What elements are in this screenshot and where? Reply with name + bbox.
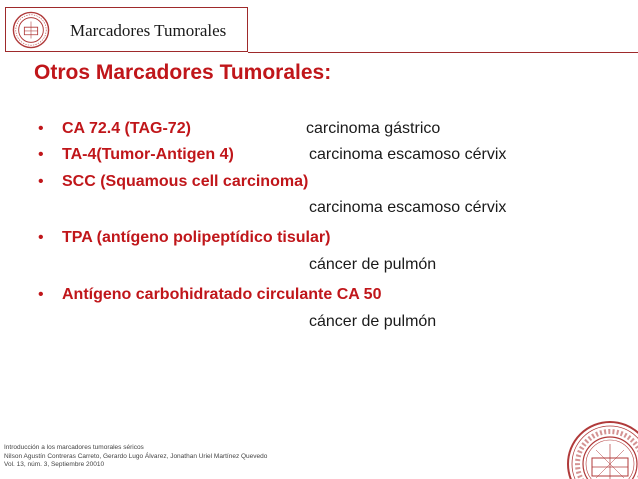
citation-title: Introducción a los marcadores tumorales séricos (4, 444, 144, 451)
marker-name: TPA (antígeno polipeptídico tisular) (62, 229, 331, 246)
marker-name: CA 72.4 (TAG-72) (62, 120, 191, 137)
marker-description: cáncer de pulmón (309, 256, 437, 273)
header-title: Marcadores Tumorales (70, 21, 227, 40)
marker-name: TA-4(Tumor-Antigen 4) (62, 146, 234, 163)
marker-description: carcinoma escamoso cérvix (309, 146, 507, 163)
marker-description: carcinoma escamoso cérvix (309, 199, 507, 216)
citation-issue: Vol. 13, núm. 3, Septiembre 20010 (4, 461, 105, 468)
citation (4, 444, 304, 470)
journal-seal-logo (566, 418, 638, 479)
marker-description: carcinoma gástrico (306, 120, 441, 137)
bullet-icon: • (38, 146, 44, 163)
slide-title: Otros Marcadores Tumorales: (34, 61, 332, 84)
bullet-icon: • (38, 173, 44, 190)
marker-name: Antígeno carbohidratado circulante CA 50 (62, 286, 382, 303)
citation-authors: Nilson Agustín Contreras Carreto, Gerardo Lugo Álvarez, Jonathan Uriel Martínez Quevedo (4, 452, 268, 460)
bullet-icon: • (38, 286, 44, 303)
bullet-icon: • (38, 229, 44, 246)
marker-name: SCC (Squamous cell carcinoma) (62, 173, 309, 190)
marker-description: cáncer de pulmón (309, 313, 437, 330)
bullet-icon: • (38, 120, 44, 137)
